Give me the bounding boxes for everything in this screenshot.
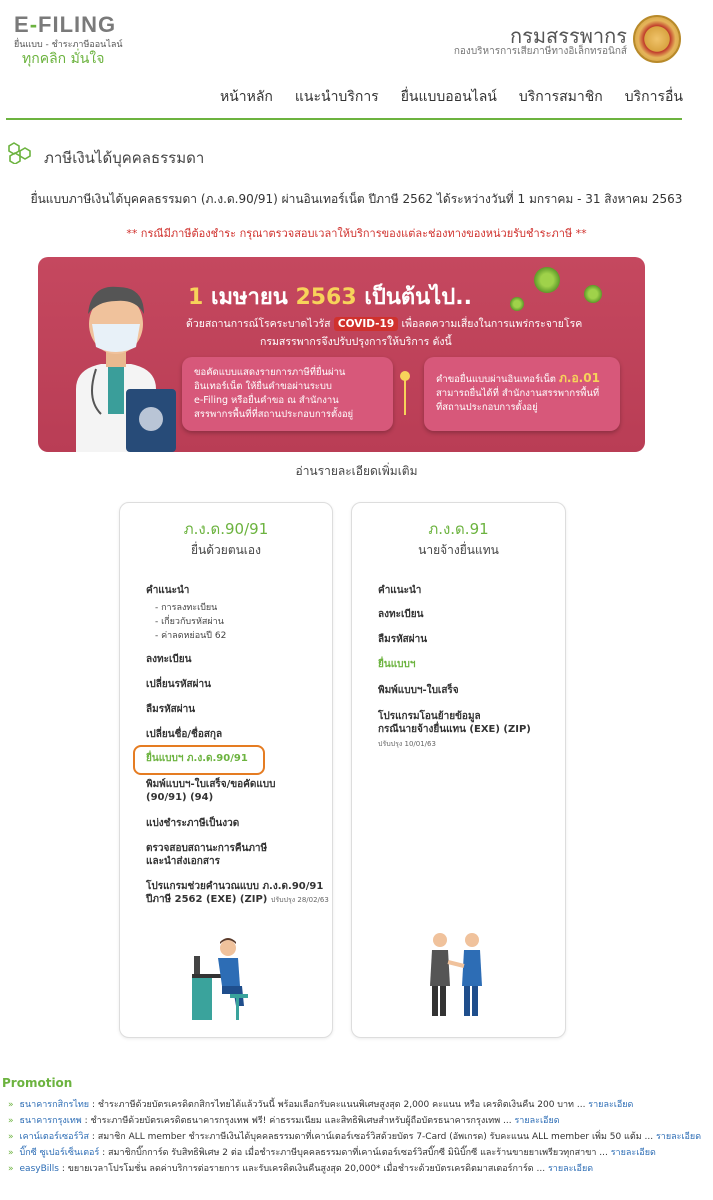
promotion-detail-link[interactable]: รายละเอียด: [588, 1100, 634, 1110]
box2-form: ภ.อ.01: [558, 371, 600, 385]
card1-forgot-password-link[interactable]: ลืมรหัสผ่าน: [146, 704, 196, 715]
logo-title-right: FILING: [38, 12, 117, 37]
card2-forgot-password-link[interactable]: ลืมรหัสผ่าน: [378, 634, 428, 645]
efiling-logo[interactable]: [14, 12, 116, 38]
banner-title: [188, 279, 472, 314]
promotion-item: » เคาน์เตอร์เซอร์วิส : สมาชิก ALL member ชำระภาษีเงินได้บุคคลธรรมดาที่เคาน์เตอร์เซอร์วิสด้วยบัตร 7-Card (อัพเกรด) รับคะแนน ALL member เพิ่ม 50 แต้ม ... รายละเอียด: [8, 1132, 702, 1142]
box2-pre: คำขอยื่นแบบผ่านอินเทอร์เน็ต: [436, 374, 559, 385]
banner-title-num: 1: [188, 285, 204, 310]
box2-line: ที่สถานประกอบการตั้งอยู่: [436, 402, 538, 413]
box1-line: e-Filing หรือยื่นคำขอ ณ สำนักงาน: [194, 395, 339, 406]
card2-file-form-link[interactable]: ยื่นแบบฯ: [378, 659, 416, 670]
handshake-illustration: [424, 930, 490, 1016]
covid-announcement-banner[interactable]: [38, 257, 645, 452]
revenue-department-seal-icon: [633, 15, 681, 63]
promotion-list: [8, 1097, 701, 1177]
card2-guide-link[interactable]: คำแนะนำ: [378, 585, 422, 596]
card2-register-link[interactable]: ลงทะเบียน: [378, 609, 424, 620]
promotion-provider-link[interactable]: easyBills: [19, 1164, 59, 1174]
read-more-link[interactable]: อ่านรายละเอียดเพิ่มเติม: [295, 464, 418, 478]
card2-program-update: ปรับปรุง 10/01/63: [378, 740, 436, 748]
card1-check-refund-link[interactable]: [146, 842, 267, 868]
filing-request-info-box: [424, 357, 620, 431]
header-divider: [6, 118, 682, 120]
promotion-provider-link[interactable]: บิ๊กซี ซูเปอร์เซ็นเตอร์: [19, 1148, 100, 1158]
virus-icon: [510, 297, 524, 311]
banner-line-1-post: เพื่อลดความเสี่ยงในการแพร่กระจายโรค: [398, 318, 583, 330]
card1-title: ภ.ง.ด.90/91: [183, 520, 269, 538]
card1-subtitle: ยื่นด้วยตนเอง: [191, 543, 261, 557]
box1-line: สรรพากรพื้นที่ที่สถานประกอบการตั้งอยู่: [194, 409, 354, 420]
revenue-department-subtitle: กองบริหารการเสียภาษีทางอิเล็กทรอนิกส์: [453, 46, 627, 57]
logo-title-left: E: [14, 12, 30, 37]
doctor-illustration: [56, 269, 176, 452]
card1-program-line2: ปีภาษี 2562 (EXE) (ZIP): [146, 894, 268, 905]
promotion-text: : สมาชิก ALL member ชำระภาษีเงินได้บุคคลธรรมดาที่เคาน์เตอร์เซอร์วิสด้วยบัตร 7-Card (อัพเกรด) รับคะแนน ALL member เพิ่ม 50 แต้ม ...: [88, 1132, 656, 1142]
nav-online-filing[interactable]: ยื่นแบบออนไลน์: [400, 89, 497, 105]
card1-guide-password[interactable]: - เกี่ยวกับรหัสผ่าน: [155, 617, 224, 627]
payment-warning: ** กรณีมีภาษีต้องชำระ กรุณาตรวจสอบเวลาให้บริการของแต่ละช่องทางของหน่วยรับชำระภาษี **: [126, 227, 587, 240]
card2-title: ภ.ง.ด.91: [428, 520, 489, 538]
promotion-provider-link[interactable]: ธนาคารกรุงเทพ: [19, 1116, 82, 1126]
virus-icon: [584, 285, 602, 303]
card1-guide-deduction[interactable]: - ค่าลดหย่อนปี 62: [155, 631, 227, 641]
card1-program-line1: โปรแกรมช่วยคำนวณแบบ ภ.ง.ด.90/91: [146, 881, 324, 892]
promotion-text: : ชำระภาษีด้วยบัตรเครดิตธนาคารกรุงเทพ ฟรี! ค่าธรรมเนียม และสิทธิพิเศษสำหรับผู้ถือบัตรธนาคารกรุงเทพ ...: [81, 1116, 515, 1126]
promotion-provider-link[interactable]: เคาน์เตอร์เซอร์วิส: [19, 1132, 89, 1142]
promotion-item: » ธนาคารกสิกรไทย : ชำระภาษีด้วยบัตรเครดิตกสิกรไทยได้แล้ววันนี้ พร้อมเลือกรับคะแนนพิเศษสูงสุด 2,000 คะแนน หรือ เครดิตเงินคืน 200 บาท ... รายละเอียด: [8, 1100, 634, 1110]
virus-icon: [534, 267, 560, 293]
banner-title-year: 2563: [295, 285, 357, 310]
promotion-text: : ขยายเวลาโปรโมชั่น ลดค่าบริการต่อรายการ และรับเครดิตเงินคืนสูงสุด 20,000* เมื่อชำระด้วยบัตรเครดิตมาสเตอร์การ์ด ...: [58, 1164, 548, 1174]
card1-program-link[interactable]: [146, 880, 329, 907]
box2-line: สามารถยื่นได้ที่ สำนักงานสรรพากรพื้นที่: [436, 388, 600, 399]
card1-check-refund-line1: ตรวจสอบสถานะการคืนภาษี: [146, 843, 268, 854]
card2-program-link[interactable]: [378, 710, 531, 736]
nav-home[interactable]: หน้าหลัก: [219, 89, 273, 105]
promotion-detail-link[interactable]: รายละเอียด: [514, 1116, 560, 1126]
promotion-text: : สมาชิกบิ๊กการ์ด รับสิทธิพิเศษ 2 ต่อ เมื่อชำระภาษีบุคคลธรรมดาที่เคาน์เตอร์เซอร์วิสบิ๊กซี มินิบิ๊กซี และร้านขายยาเพรียวทุกสาขา ...: [99, 1148, 611, 1158]
card1-guide-register[interactable]: - การลงทะเบียน: [155, 603, 218, 613]
card2-program-line2: กรณีนายจ้างยื่นแทน (EXE) (ZIP): [378, 724, 531, 735]
promotion-text: : ชำระภาษีด้วยบัตรเครดิตกสิกรไทยได้แล้ววันนี้ พร้อมเลือกรับคะแนนพิเศษสูงสุด 2,000 คะแนน หรือ เครดิตเงินคืน 200 บาท ...: [89, 1100, 589, 1110]
card2-program-line1: โปรแกรมโอนย้ายข้อมูล: [378, 711, 481, 722]
banner-line-1: [186, 315, 582, 332]
promotion-item: » บิ๊กซี ซูเปอร์เซ็นเตอร์ : สมาชิกบิ๊กการ์ด รับสิทธิพิเศษ 2 ต่อ เมื่อชำระภาษีบุคคลธรรมดาที่เคาน์เตอร์เซอร์วิสบิ๊กซี มินิบิ๊กซี และร้านขายยาเพรียวทุกสาขา ... รายละเอียด: [8, 1148, 656, 1158]
revenue-department-name: กรมสรรพากร: [510, 24, 627, 48]
promotion-item: » easyBills : ขยายเวลาโปรโมชั่น ลดค่าบริการต่อรายการ และรับเครดิตเงินคืนสูงสุด 20,000* เมื่อชำระด้วยบัตรเครดิตมาสเตอร์การ์ด ... รายละเอียด: [8, 1164, 594, 1174]
card1-print-form-line2: (90/91) (94): [146, 792, 214, 803]
nav-other-service[interactable]: บริการอื่น: [624, 89, 683, 105]
card1-installment-link[interactable]: แบ่งชำระภาษีเป็นงวด: [146, 818, 240, 829]
card1-guide-link[interactable]: คำแนะนำ: [146, 585, 190, 596]
card1-program-update: ปรับปรุง 28/02/63: [270, 896, 329, 904]
logo-subtitle: ยื่นแบบ - ชำระภาษีออนไลน์: [14, 40, 123, 50]
card1-register-link[interactable]: ลงทะเบียน: [146, 654, 192, 665]
card1-file-form-link[interactable]: ยื่นแบบฯ ภ.ง.ด.90/91: [146, 753, 248, 764]
person-at-computer-illustration: [192, 936, 258, 1020]
filing-period-text: ยื่นแบบภาษีเงินได้บุคคลธรรมดา (ภ.ง.ด.90/91) ผ่านอินเทอร์เน็ต ปีภาษี 2562 ได้ระหว่างวันที่ 1 มกราคม - 31 สิงหาคม 2563: [30, 192, 683, 206]
card1-change-name-link[interactable]: เปลี่ยนชื่อ/ชื่อสกุล: [146, 729, 223, 740]
hexagon-cluster-icon: [8, 142, 32, 164]
banner-title-month: เมษายน: [203, 285, 296, 310]
card1-print-form-line1: พิมพ์แบบฯ-ใบเสร็จ/ขอคัดแบบ: [146, 779, 276, 790]
card1-change-password-link[interactable]: เปลี่ยนรหัสผ่าน: [146, 679, 211, 690]
copy-request-info-box: [182, 357, 393, 431]
box1-line: อินเทอร์เน็ต ให้ยื่นคำขอผ่านระบบ: [194, 381, 332, 392]
main-nav: [220, 86, 683, 108]
card2-subtitle: นายจ้างยื่นแทน: [418, 543, 499, 557]
banner-title-tail: เป็นต้นไป..: [356, 285, 472, 310]
nav-service-intro[interactable]: แนะนำบริการ: [294, 89, 379, 105]
logo-slogan: ทุกคลิก มั่นใจ: [22, 51, 105, 67]
card2-print-form-link[interactable]: พิมพ์แบบฯ-ใบเสร็จ: [378, 685, 459, 696]
section-title: ภาษีเงินได้บุคคลธรรมดา: [44, 149, 205, 167]
logo-title-dash: -: [29, 12, 39, 37]
promotion-detail-link[interactable]: รายละเอียด: [547, 1164, 594, 1174]
card1-print-form-link[interactable]: [146, 778, 275, 804]
promotion-detail-link[interactable]: รายละเอียด: [655, 1132, 702, 1142]
promotion-detail-link[interactable]: รายละเอียด: [610, 1148, 656, 1158]
card1-check-refund-line2: และนำส่งเอกสาร: [146, 856, 220, 867]
connector-line: [404, 375, 406, 415]
banner-line-2: กรมสรรพากรจึงปรับปรุงการให้บริการ ดังนี้: [260, 336, 452, 348]
promotion-provider-link[interactable]: ธนาคารกสิกรไทย: [19, 1100, 90, 1110]
nav-member-service[interactable]: บริการสมาชิก: [518, 89, 603, 105]
promotion-item: » ธนาคารกรุงเทพ : ชำระภาษีด้วยบัตรเครดิตธนาคารกรุงเทพ ฟรี! ค่าธรรมเนียม และสิทธิพิเศษสำหรับผู้ถือบัตรธนาคารกรุงเทพ ... รายละเอียด: [8, 1116, 560, 1126]
box1-line: ขอคัดแบบแสดงรายการภาษีที่ยื่นผ่าน: [194, 367, 346, 378]
covid-tag: COVID-19: [334, 317, 398, 331]
promotion-heading: Promotion: [2, 1076, 73, 1090]
banner-line-1-pre: ด้วยสถานการณ์โรคระบาดไวรัส: [186, 318, 334, 330]
